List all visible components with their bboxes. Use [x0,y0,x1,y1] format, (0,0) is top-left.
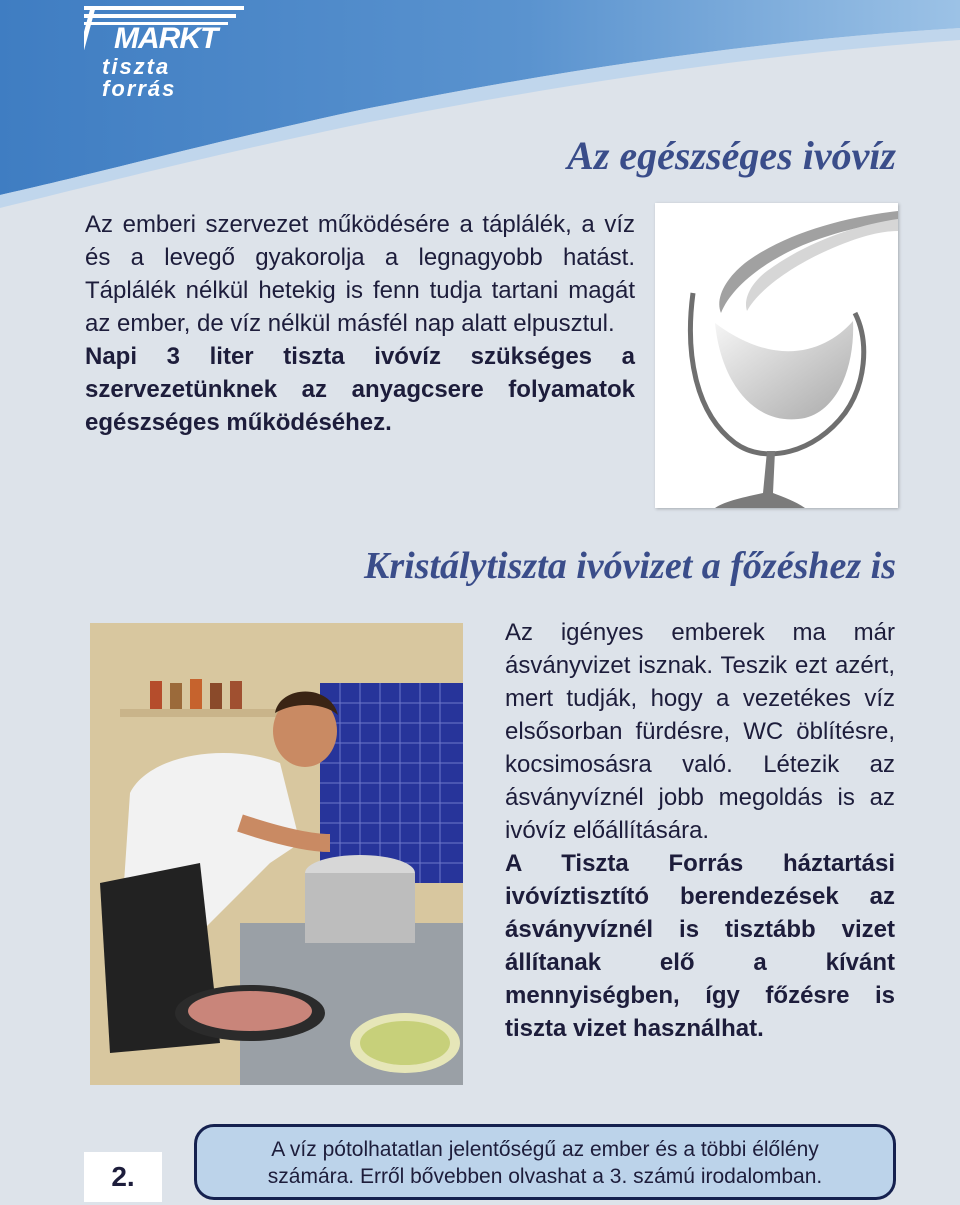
section2-bold-text: A Tiszta Forrás háztartási ivóvíztisztító berendezések az ásványvíznél is tisztább vizet állítanak elő a kívánt mennyiségben, így főzésre is tiszta vizet használhat. [505,850,895,1042]
section1-text: Az emberi szervezet működésére a táplálék, a víz és a levegő gyakorolja a legnagyobb hatást. Táplálék nélkül hetekig is fenn tudja tartani magát az ember, de víz nélkül másfél nap alatt elpusztul. [85,211,635,337]
section-title-healthy-water: Az egészséges ivóvíz [567,133,896,178]
section1-bold-text: Napi 3 liter tiszta ivóvíz szükséges a szervezetünknek az anyagcsere folyamatok egészséges működéséhez. [85,343,635,436]
water-glass-photo [655,203,898,508]
logo-tagline-line1: tiszta [102,54,171,79]
page-number: 2. [84,1152,162,1202]
footer-note-box [194,1124,896,1200]
wine-glass-icon [655,203,898,508]
section-title-cooking-water: Kristálytiszta ivóvizet a főzéshez is [364,545,896,587]
chef-cooking-photo [90,623,463,1085]
logo-tagline [102,56,176,100]
logo-name: MARKT [114,22,218,55]
chef-illustration-icon [90,623,463,1085]
footer-note-line2: számára. Erről bővebben olvashat a 3. számú irodalomban. [267,1165,823,1188]
section2-text: Az igényes emberek ma már ásványvizet isznak. Teszik ezt azért, mert tudják, hogy a vezetékes víz elsősorban fürdésre, WC öblítésre, kocsimosásra való. Létezik az ásványvíznél jobb megoldás is az ivóvíz előállítására. [505,619,895,844]
section2-paragraph [505,616,895,1045]
section1-paragraph [85,208,635,439]
logo-tagline-line2: forrás [102,76,177,101]
footer-note-line1: A víz pótolhatatlan jelentőségű az ember és a többi élőlény [271,1138,819,1161]
brand-logo [84,2,254,102]
